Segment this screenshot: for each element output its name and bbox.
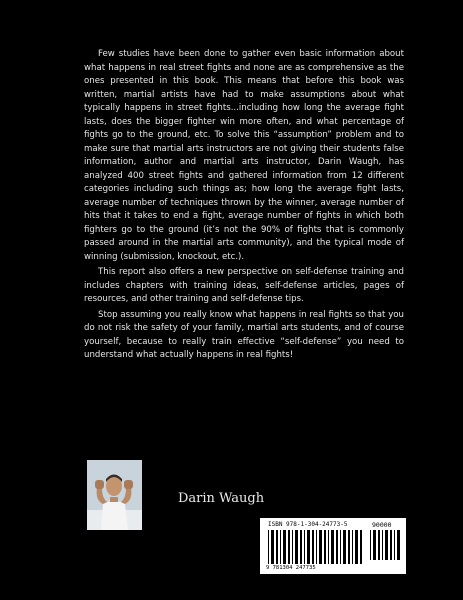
barcode-bar [343, 530, 346, 564]
barcode-bar [304, 530, 305, 564]
barcode-bar [268, 530, 269, 564]
barcode-bar [340, 530, 341, 564]
barcode-bars [268, 530, 366, 564]
barcode-bar [355, 530, 358, 564]
barcode-bar [348, 530, 350, 564]
barcode-addon-bars [370, 530, 400, 560]
author-photo [87, 460, 142, 530]
barcode-bar [316, 530, 317, 564]
barcode-bar [288, 530, 290, 564]
blurb-paragraph-2: This report also offers a new perspective on self-defense training and includes chapters with training ideas, self-defense articles, pages of resources, and other training and self-defense tips. [84, 267, 404, 304]
barcode-bar [280, 530, 281, 564]
barcode-bar [328, 530, 329, 564]
barcode-bar [394, 530, 395, 560]
barcode-bar [300, 530, 302, 564]
barcode-bar [390, 530, 392, 560]
barcode-bar [307, 530, 310, 564]
barcode [260, 518, 406, 574]
barcode-bar [360, 530, 362, 564]
barcode-digits: 9 781304 247735 [266, 565, 316, 571]
barcode-bar [373, 530, 376, 560]
barcode-bar [283, 530, 286, 564]
barcode-bar [336, 530, 338, 564]
barcode-bar [276, 530, 278, 564]
barcode-bar [352, 530, 353, 564]
isbn-text: ISBN 978-1-304-24773-5 [268, 521, 348, 528]
author-photo-icon [87, 460, 142, 530]
barcode-bar [271, 530, 274, 564]
barcode-bar [292, 530, 293, 564]
barcode-bar [378, 530, 380, 560]
blurb-text [84, 48, 404, 365]
barcode-bar [312, 530, 314, 564]
barcode-bar [397, 530, 400, 560]
blurb-paragraph-1: Few studies have been done to gather even basic information about what happens in real street fights and none are as comprehensive as the ones presented in this book. This means that before this book was written, martial artists have had to make assumptions about what typically happens in street fights...including how long the average fight lasts, does the bigger fighter win more often, and what percentage of fights go to the ground, etc. To solve this “assumption” problem and to make sure that martial arts instructors are not giving their students false information, author and martial arts instructor, Darin Waugh, has analyzed 400 street fights and gathered information from 12 different categories including such things as; how long the average fight lasts, average number of techniques thrown by the winner, average number of hits that it takes to end a fight, average number of fights in which both fighters go to the ground (it’s not the 90% of fights that is commonly passed around in the martial arts community), and the typical mode of winning (submission, knockout, etc.). [84, 49, 404, 262]
barcode-bar [319, 530, 322, 564]
blurb-paragraph-3: Stop assuming you really know what happens in real fights so that you do not risk the safety of your family, martial arts students, and of course yourself, because to really train effective “self-defense” you need to understand what actually happens in real fights! [84, 309, 404, 360]
barcode-bar [382, 530, 383, 560]
barcode-bar [331, 530, 334, 564]
price-code: 90000 [372, 521, 392, 529]
author-name: Darin Waugh [178, 491, 265, 506]
barcode-bar [370, 530, 371, 560]
barcode-bar [324, 530, 326, 564]
barcode-bar [295, 530, 298, 564]
barcode-bar [385, 530, 388, 560]
